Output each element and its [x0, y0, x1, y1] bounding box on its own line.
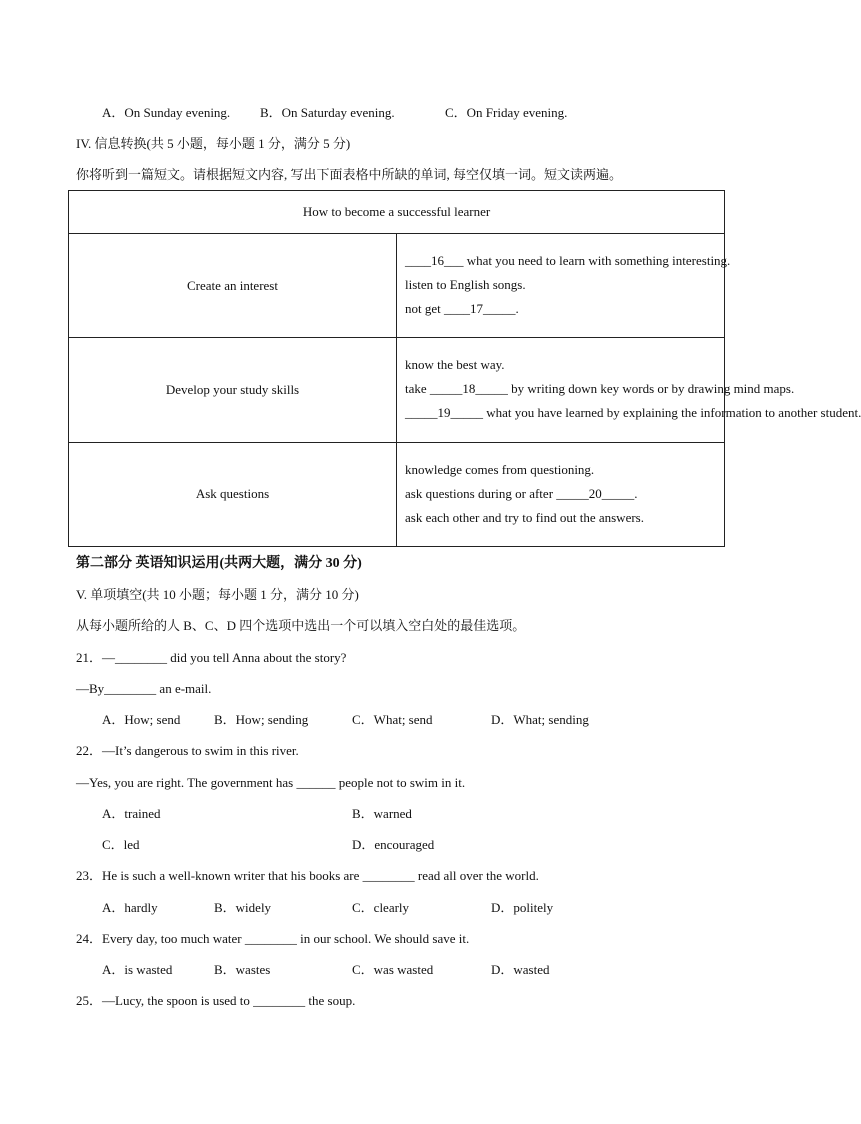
section5-title: V. 单项填空(共 10 小题；每小题 1 分，满分 10 分): [76, 587, 359, 602]
row-line: ask each other and try to find out the answers.: [405, 509, 644, 525]
row-line: ask questions during or after _____20_____.: [405, 485, 638, 501]
q24-option-d: D．wasted: [491, 962, 550, 977]
row-line: _____19_____ what you have learned by explaining the information to another student.: [405, 405, 861, 421]
q23-stem: 23．He is such a well-known writer that his books are ________ read all over the world.: [76, 868, 539, 883]
table-row: [69, 442, 725, 546]
q23-option-b: B．widely: [214, 900, 272, 915]
q21-option-a: A．How; send: [102, 712, 181, 727]
q22-option-a: A．trained: [102, 806, 161, 821]
q24-option-a: A．is wasted: [102, 962, 173, 977]
q22-reply: —Yes, you are right. The government has ______ people not to swim in it.: [76, 775, 466, 790]
blank-18: _____18_____: [429, 381, 508, 397]
table-row: [69, 234, 725, 338]
q20-option-c: C．On Friday evening.: [445, 105, 568, 120]
q21-option-c: C．What; send: [352, 712, 433, 727]
row-label: Ask questions: [69, 442, 397, 546]
q22-stem: 22．—It’s dangerous to swim in this river.: [76, 743, 299, 758]
table-row: [69, 338, 725, 442]
row-line: know the best way.: [405, 357, 505, 373]
blank-17: ____17_____: [444, 301, 516, 317]
q21-stem: 21．—________ did you tell Anna about the story?: [76, 650, 347, 665]
q24-stem: 24．Every day, too much water ________ in our school. We should save it.: [76, 931, 470, 946]
part2-title: 第二部分 英语知识运用(共两大题，满分 30 分): [76, 556, 362, 571]
info-table: [68, 190, 861, 547]
q23-option-a: A．hardly: [102, 900, 158, 915]
q20-option-b: B．On Saturday evening.: [260, 105, 395, 120]
q22-option-d: D．encouraged: [352, 837, 435, 852]
section5-instruction: 从每小题所给的人 B、C、D 四个选项中选出一个可以填入空白处的最佳选项。: [76, 618, 526, 633]
q25-stem: 25．—Lucy, the spoon is used to ________ the soup.: [76, 993, 356, 1008]
row-line: listen to English songs.: [405, 277, 526, 293]
section4-instruction: 你将听到一篇短文。请根据短文内容, 写出下面表格中所缺的单词, 每空仅填一词。短文读两遍。: [76, 167, 623, 182]
row-line: ____16___ what you need to learn with something interesting.: [405, 253, 731, 269]
q21-option-b: B．How; sending: [214, 712, 309, 727]
row-line: not get ____17_____.: [405, 301, 519, 317]
q20-option-a: A．On Sunday evening.: [102, 105, 231, 120]
blank-19: _____19_____: [405, 405, 483, 421]
row-label: Develop your study skills: [69, 338, 397, 442]
q23-option-d: D．politely: [491, 900, 554, 915]
row-content: [397, 338, 861, 442]
q21-reply: —By________ an e-mail.: [76, 681, 212, 696]
row-line: take _____18_____ by writing down key words or by drawing mind maps.: [405, 381, 795, 397]
section4-title: IV. 信息转换(共 5 小题，每小题 1 分，满分 5 分): [76, 136, 351, 151]
q22-option-c: C．led: [102, 837, 140, 852]
q24-option-b: B．wastes: [214, 962, 271, 977]
blank-20: _____20_____: [556, 485, 635, 501]
blank-16: ____16___: [405, 253, 464, 269]
row-label: Create an interest: [69, 234, 397, 338]
row-content: [397, 442, 725, 546]
q24-option-c: C．was wasted: [352, 962, 434, 977]
table-header: How to become a successful learner: [69, 191, 725, 234]
q22-option-b: B．warned: [352, 806, 412, 821]
q23-option-c: C．clearly: [352, 900, 410, 915]
q21-option-d: D．What; sending: [491, 712, 589, 727]
row-line: knowledge comes from questioning.: [405, 461, 595, 477]
row-content: [397, 234, 731, 338]
